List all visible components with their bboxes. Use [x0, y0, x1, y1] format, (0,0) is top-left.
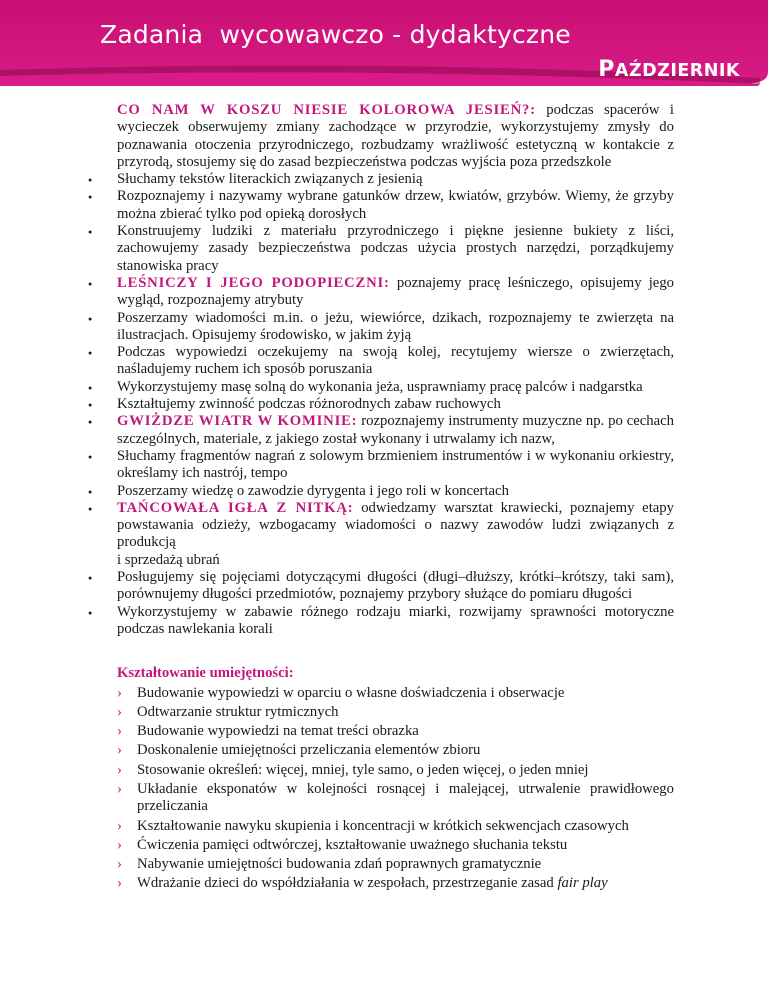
- list-item: [117, 569, 674, 604]
- list-item: [117, 275, 674, 310]
- skill-item-text: Ćwiczenia pamięci odtwórczej, kształtowanie uważnego słuchania tekstu: [137, 836, 568, 853]
- section-heading: GWIŻDZE WIATR W KOMINIE:: [117, 413, 358, 430]
- skill-item-text: Układanie eksponatów w kolejności rosnącej i malejącej, utrwalenie prawidłowego przeliczania: [137, 780, 674, 815]
- skill-item: [137, 856, 674, 873]
- list-item: [117, 396, 674, 413]
- month-first-letter: P: [598, 57, 615, 82]
- skill-item-text: Budowanie wypowiedzi na temat treści obrazka: [137, 723, 419, 740]
- skill-item: [137, 781, 674, 816]
- list-item: [117, 188, 674, 223]
- header-banner: [0, 0, 768, 92]
- skill-item-text: Stosowanie określeń: więcej, mniej, tyle samo, o jeden więcej, o jeden mniej: [137, 761, 589, 778]
- skill-item: [137, 742, 674, 759]
- list-item-text: odwiedzamy warsztat krawiecki, poznajemy etapy powstawania odzieży, wzbogacamy wiadomości o nazwy zawodów ludzi związanych z produkcją: [117, 499, 674, 551]
- list-item-text: Posługujemy się pojęciami dotyczącymi długości (długi–dłuższy, krótki–krótszy, taki sam), porównujemy długości przedmiotów, poznajemy przybory służące do pomiaru długości: [117, 569, 674, 603]
- skill-item: [137, 762, 674, 779]
- skill-item-italic: fair play: [557, 875, 608, 892]
- list-item-text: Kształtujemy zwinność podczas różnorodnych zabaw ruchowych: [117, 396, 501, 413]
- list-item-text: Słuchamy fragmentów nagrań z solowym brzmieniem instrumentów i w wykonaniu orkiestry, określamy ich nastrój, tempo: [117, 447, 674, 482]
- skills-heading: Kształtowanie umiejętności:: [117, 665, 294, 682]
- skill-item-text: Budowanie wypowiedzi w oparciu o własne doświadczenia i obserwacje: [137, 684, 565, 701]
- list-item-text: Poszerzamy wiedzę o zawodzie dyrygenta i jego roli w koncertach: [117, 482, 509, 499]
- list-item: [117, 379, 674, 396]
- skill-item-text: Kształtowanie nawyku skupienia i koncentracji w krótkich sekwencjach czasowych: [137, 817, 629, 834]
- list-item: [117, 310, 674, 345]
- intro-heading: CO NAM W KOSZU NIESIE KOLOROWA JESIEŃ?:: [117, 102, 536, 118]
- skill-item-text: Wdrażanie dzieci do współdziałania w zespołach, przestrzeganie zasad: [137, 875, 558, 892]
- skill-item: [137, 875, 674, 892]
- list-item-text: Wykorzystujemy w zabawie różnego rodzaju miarki, rozwijamy sprawności motoryczne podczas nawlekania korali: [117, 603, 674, 637]
- list-item: [117, 483, 674, 500]
- intro-paragraph: [117, 102, 674, 171]
- list-item-text: Rozpoznajemy i nazywamy wybrane gatunków drzew, kwiatów, grzybów. Wiemy, że grzyby można zbierać tylko pod opieką dorosłych: [117, 188, 674, 222]
- skill-item-text: Nabywanie umiejętności budowania zdań poprawnych gramatycznie: [137, 856, 542, 873]
- month-rest: AŹDZIERNIK: [614, 61, 740, 81]
- list-item: [117, 413, 674, 448]
- list-item: [117, 500, 674, 569]
- list-item: [117, 344, 674, 379]
- list-item: [117, 604, 674, 639]
- list-item-text-continued: i sprzedażą ubrań: [117, 551, 220, 568]
- list-item-text: Słuchamy tekstów literackich związanych z jesienią: [117, 171, 423, 188]
- list-item: [117, 223, 674, 275]
- skill-item: [137, 818, 674, 835]
- intro-text: podczas spacerów i wycieczek obserwujemy zmiany zachodzące w przyrodzie, wykorzystujemy zmysły do poznawania otoczenia przyrodniczego, rozbudzamy wrażliwość estetyczną w kontakcie z przyrodą, stosujemy się do zasad bezpieczeństwa podczas wyjścia poza przedszkole: [117, 102, 674, 170]
- activities-list: [0, 171, 768, 638]
- list-item-text: Konstruujemy ludziki z materiału przyrodniczego i piękne jesienne bukiety z liści, zachowujemy zasady bezpieczeństwa podczas użycia prostych narzędzi, porządkujemy stanowiska pracy: [117, 223, 674, 274]
- list-item: [117, 171, 674, 188]
- skills-list: [0, 685, 768, 893]
- list-item-text: Podczas wypowiedzi oczekujemy na swoją kolej, recytujemy wiersze o zwierzętach, naśladujemy ruchem ich sposób poruszania: [117, 344, 674, 378]
- section-heading: TAŃCOWAŁA IGŁA Z NITKĄ:: [117, 499, 354, 516]
- skill-item: [137, 685, 674, 702]
- list-item-text: Wykorzystujemy masę solną do wykonania jeża, usprawniamy pracę palców i nadgarstka: [117, 378, 643, 395]
- list-item-text: rozpoznajemy instrumenty muzyczne np. po cechach szczególnych, materiale, z jakiego został wykonany i utrwalamy ich nazw,: [117, 413, 674, 447]
- list-item-text: poznajemy pracę leśniczego, opisujemy jego wygląd, rozpoznajemy atrybuty: [117, 274, 675, 309]
- main-content: [0, 102, 768, 895]
- list-item-text: Poszerzamy wiadomości m.in. o jeżu, wiewiórce, dzikach, rozpoznajemy te zwierzęta na ilustracjach. Opisujemy środowisko, w jakim żyją: [117, 309, 674, 343]
- skill-item-text: Odtwarzanie struktur rytmicznych: [137, 703, 339, 720]
- skill-item: [137, 837, 674, 854]
- month-label: [598, 57, 740, 82]
- skill-item: [137, 704, 674, 721]
- skill-item: [137, 723, 674, 740]
- list-item: [117, 448, 674, 483]
- section-heading: LEŚNICZY I JEGO PODOPIECZNI:: [117, 274, 390, 291]
- skill-item-text: Doskonalenie umiejętności przeliczania elementów zbioru: [137, 742, 481, 759]
- page-title: Zadania wycowawczo - dydaktyczne: [100, 20, 571, 49]
